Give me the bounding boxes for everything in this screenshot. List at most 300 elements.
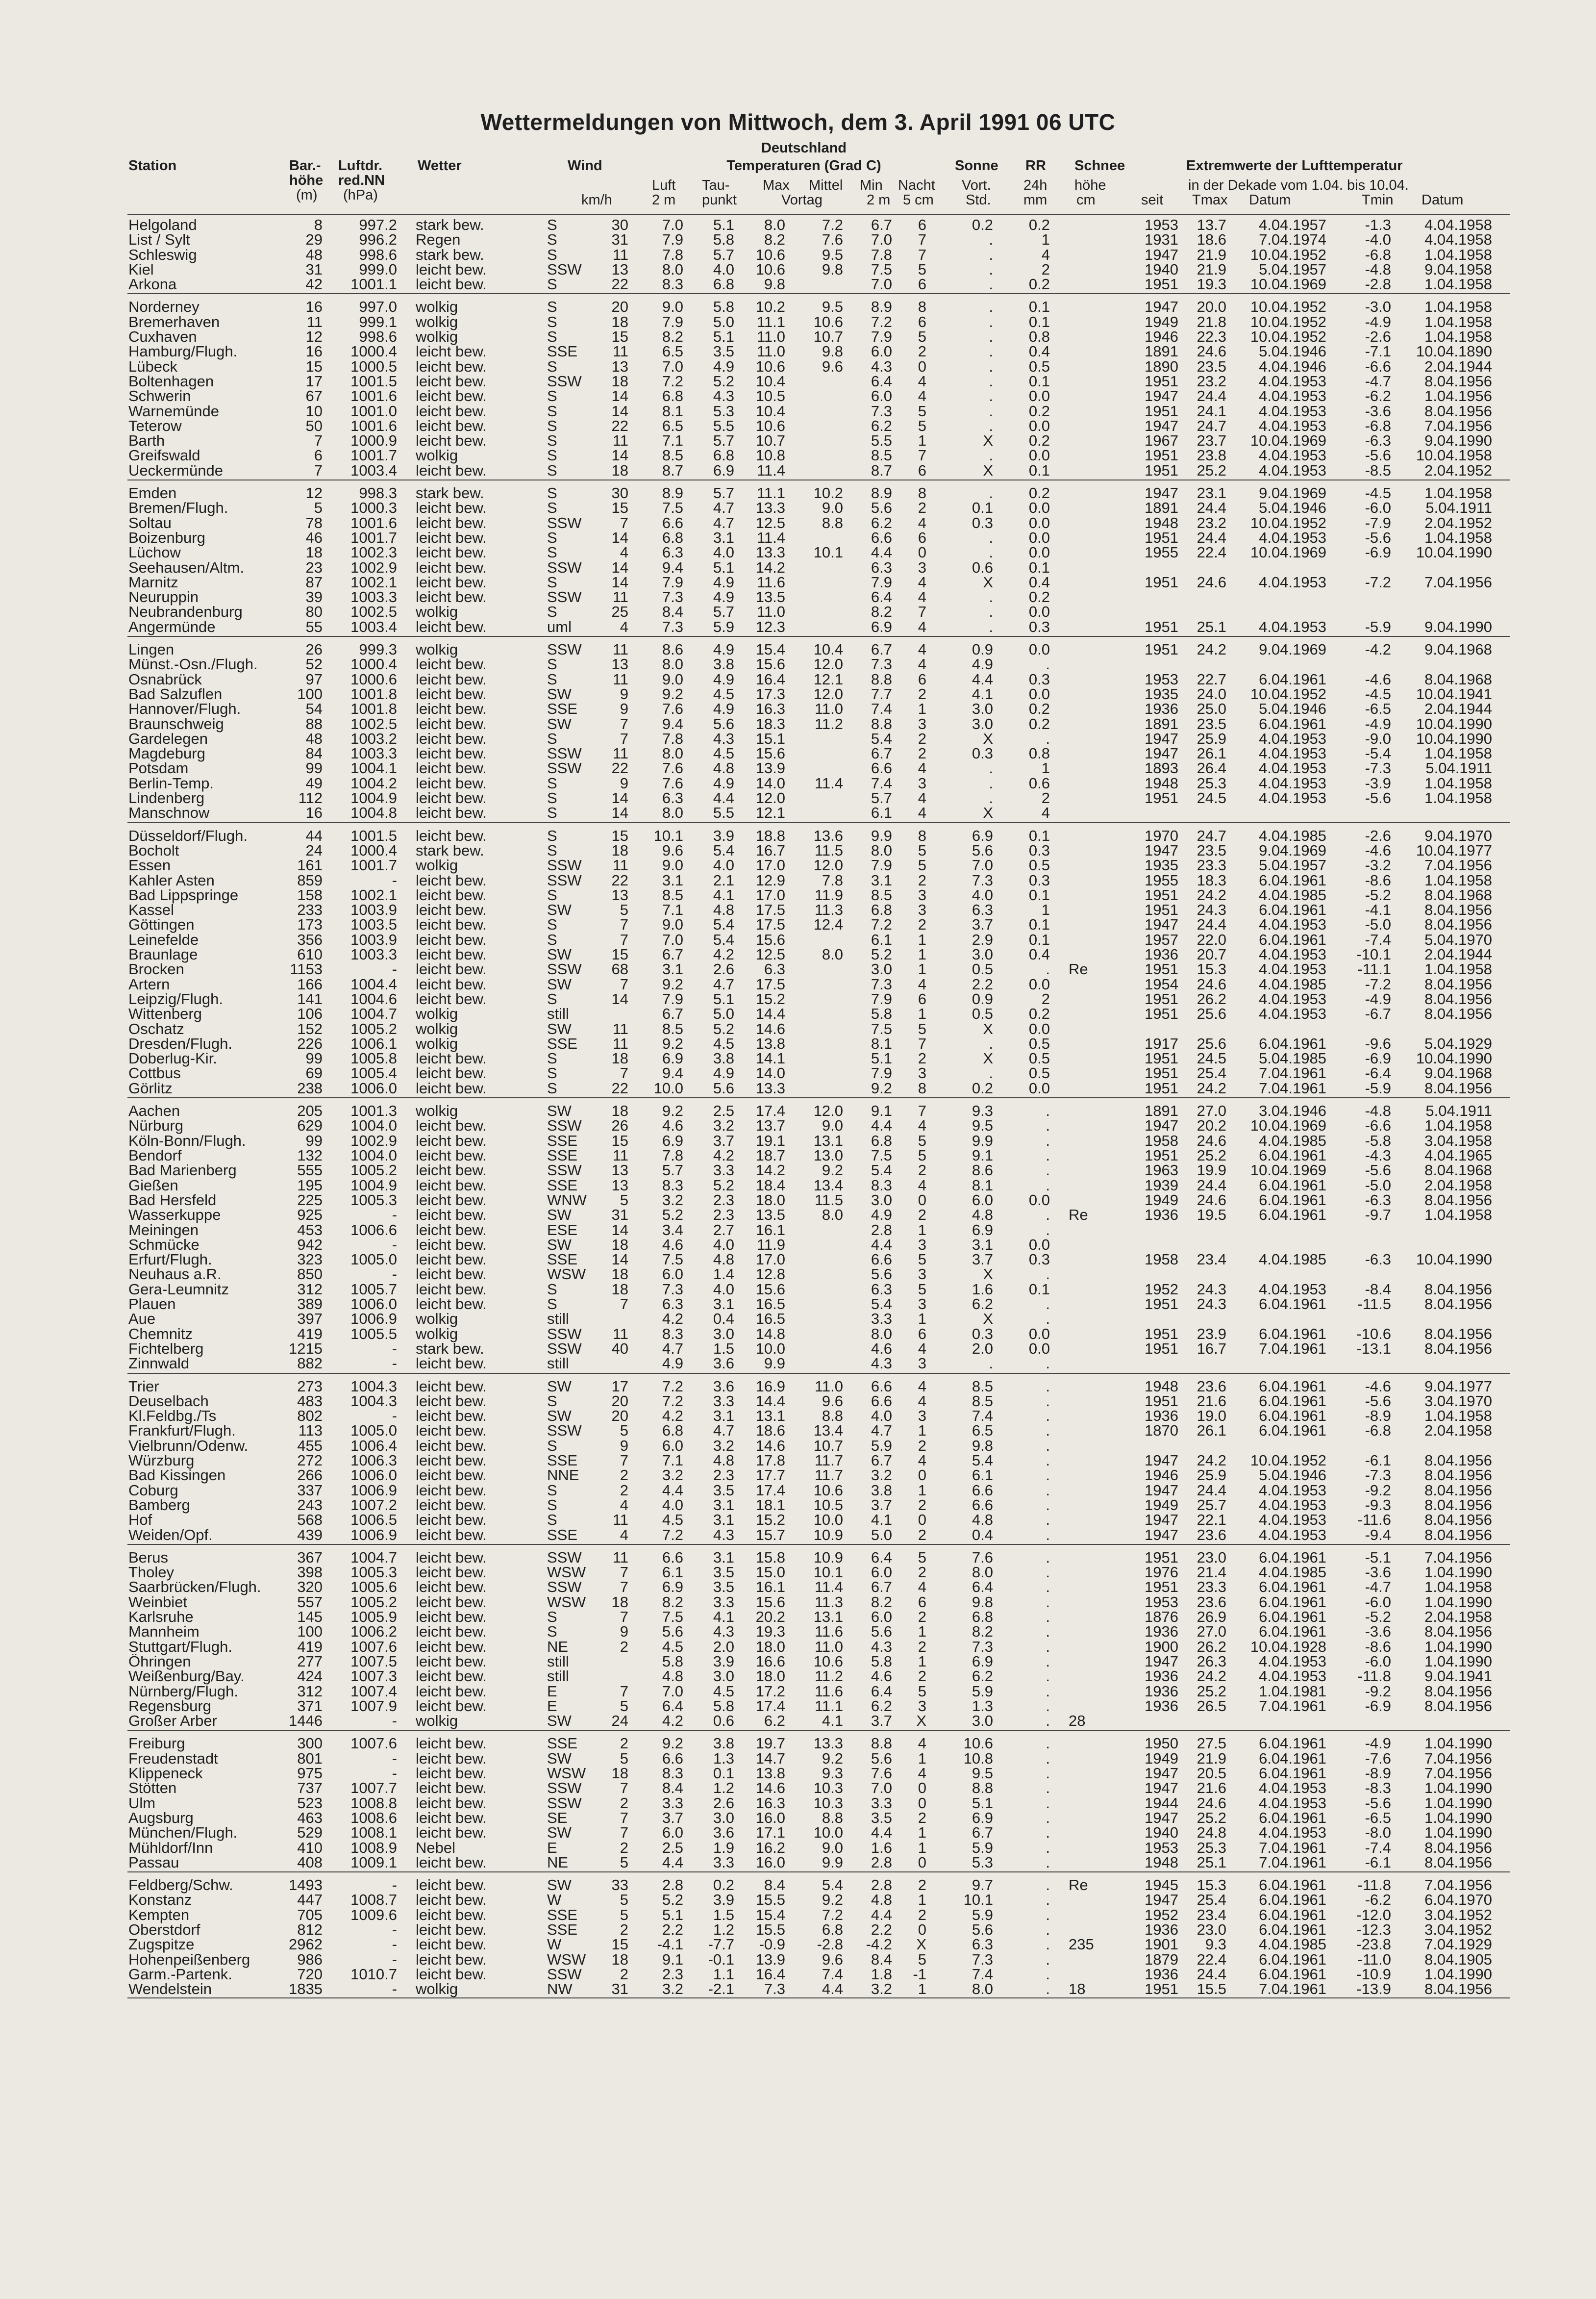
cell-luftdruck: - [392, 1355, 397, 1372]
cell-tmax: 15.3 [1197, 1876, 1226, 1894]
cell-wetter: leicht bew. [416, 1281, 487, 1298]
cell-tmin-datum: 8.04.1956 [1424, 1980, 1492, 1997]
cell-station: Düsseldorf/Flugh. [128, 827, 248, 844]
cell-tmin: -8.6 [1365, 1638, 1391, 1655]
cell-wind-speed: 7 [620, 1295, 628, 1313]
cell-nacht: 2 [918, 1876, 926, 1894]
cell-tmax-datum: 10.04.1969 [1250, 1117, 1326, 1134]
cell-station: Hof [128, 1511, 152, 1528]
cell-wind-speed: 11 [612, 588, 628, 606]
cell-tmax: 21.9 [1197, 261, 1226, 278]
cell-taupunkt: 6.8 [713, 276, 734, 293]
cell-seit: 1951 [1145, 403, 1178, 420]
cell-tmin: -4.5 [1365, 484, 1391, 502]
cell-taupunkt: 4.0 [713, 1281, 734, 1298]
cell-wind-dir: SSE [547, 343, 578, 360]
table-row [0, 1683, 1596, 1700]
cell-taupunkt: 5.7 [713, 432, 734, 449]
cell-taupunkt: 5.9 [713, 618, 734, 635]
header-schnee-1: Schnee [1074, 158, 1125, 174]
cell-luftdruck: 1006.9 [350, 1482, 397, 1499]
cell-tmin: -6.3 [1365, 432, 1391, 449]
cell-bar-hoehe: 225 [297, 1191, 323, 1209]
cell-sonne: X [983, 804, 993, 821]
cell-wetter: leicht bew. [416, 387, 487, 404]
cell-taupunkt: 4.0 [713, 857, 734, 874]
cell-max: 6.2 [764, 1712, 785, 1729]
cell-nacht: 1 [918, 1980, 926, 1997]
cell-tmin-datum: 8.04.1956 [1424, 1340, 1492, 1357]
cell-sonne: 6.3 [972, 901, 993, 918]
cell-min: 4.4 [871, 1117, 892, 1134]
cell-nacht: 1 [918, 700, 926, 717]
cell-wind-dir: S [547, 216, 557, 233]
cell-seit: 1890 [1145, 358, 1178, 375]
cell-sonne: 9.8 [972, 1593, 993, 1611]
cell-wind-dir: SSW [547, 373, 582, 390]
cell-wind-dir: SW [547, 1206, 572, 1223]
cell-rr: 0.0 [1028, 387, 1050, 404]
cell-tmax: 25.1 [1197, 618, 1226, 635]
cell-luftdruck: - [392, 872, 397, 889]
cell-min: 7.8 [871, 246, 892, 263]
cell-bar-hoehe: 419 [297, 1638, 323, 1655]
cell-max: 15.6 [755, 656, 785, 673]
cell-min: 4.4 [871, 544, 892, 561]
cell-rr: 0.2 [1028, 588, 1050, 606]
table-row [0, 1207, 1596, 1223]
cell-tmin-datum: 8.04.1956 [1424, 1452, 1492, 1469]
cell-tmax: 19.0 [1197, 1407, 1226, 1424]
cell-luftdruck: - [392, 1876, 397, 1894]
cell-rr: . [1046, 730, 1050, 747]
cell-luft: 9.6 [662, 842, 683, 859]
cell-seit: 1951 [1145, 373, 1178, 390]
cell-tmax-datum: 4.04.1953 [1259, 387, 1326, 404]
cell-min: 8.7 [871, 462, 892, 479]
cell-nacht: 3 [918, 775, 926, 792]
cell-tmax: 25.7 [1197, 1496, 1226, 1514]
cell-seit: 1947 [1145, 387, 1178, 404]
cell-taupunkt: 6.9 [713, 462, 734, 479]
cell-luft: 7.6 [662, 775, 683, 792]
cell-luft: 2.8 [662, 1876, 683, 1894]
cell-wetter: leicht bew. [416, 1132, 487, 1149]
cell-rr: 0.3 [1028, 842, 1050, 859]
cell-station: Norderney [128, 298, 200, 315]
cell-taupunkt: 4.5 [713, 1035, 734, 1052]
cell-max: 13.9 [755, 1951, 785, 1968]
cell-bar-hoehe: 398 [297, 1564, 323, 1581]
cell-taupunkt: 4.7 [713, 976, 734, 993]
cell-nacht: 1 [918, 1824, 926, 1841]
cell-wind-speed: 9 [620, 1437, 628, 1454]
cell-max: 17.5 [755, 901, 785, 918]
table-row [0, 403, 1596, 420]
cell-station: Tholey [128, 1564, 175, 1581]
cell-wetter: leicht bew. [416, 1765, 487, 1782]
cell-luft: 7.8 [662, 246, 683, 263]
cell-wind-dir: S [547, 1295, 557, 1313]
cell-tmin-datum: 8.04.1956 [1424, 1005, 1492, 1022]
table-row [0, 247, 1596, 263]
cell-wind-speed: 11 [612, 857, 628, 874]
cell-luftdruck: - [392, 1936, 397, 1953]
cell-luft: 3.2 [662, 1466, 683, 1484]
cell-station: Freiburg [128, 1735, 185, 1752]
cell-wetter: stark bew. [416, 246, 484, 263]
cell-wetter: leicht bew. [416, 462, 487, 479]
group-separator [127, 1373, 1510, 1374]
cell-tmax: 19.3 [1197, 276, 1226, 293]
cell-wind-dir: still [547, 1310, 569, 1327]
cell-wind-speed: 11 [612, 1549, 628, 1566]
cell-seit: 1947 [1145, 842, 1178, 859]
cell-wind-dir: S [547, 916, 557, 933]
cell-rr: . [1046, 1936, 1050, 1953]
cell-wetter: leicht bew. [416, 1921, 487, 1938]
cell-station: Cottbus [128, 1064, 181, 1082]
cell-seit: 1947 [1145, 246, 1178, 263]
cell-max: 16.1 [755, 1221, 785, 1238]
cell-seit: 1950 [1145, 1735, 1178, 1752]
cell-wetter: leicht bew. [416, 976, 487, 993]
table-row [0, 1795, 1596, 1812]
cell-wind-speed: 24 [611, 1712, 628, 1729]
cell-max: 14.4 [755, 1005, 785, 1022]
cell-tmax: 25.2 [1197, 1683, 1226, 1700]
cell-max: 16.3 [755, 1794, 785, 1812]
cell-tmax-datum: 9.04.1969 [1259, 484, 1326, 502]
cell-bar-hoehe: 18 [305, 544, 323, 561]
cell-wind-speed: 11 [612, 343, 628, 360]
cell-station: Göttingen [128, 916, 195, 933]
cell-bar-hoehe: 367 [297, 1549, 323, 1566]
cell-tmax-datum: 4.04.1953 [1259, 789, 1326, 807]
cell-taupunkt: 4.1 [713, 1608, 734, 1625]
cell-tmax: 22.7 [1197, 671, 1226, 688]
header-separator [127, 214, 1510, 215]
cell-max: 12.9 [755, 872, 785, 889]
cell-nacht: 2 [918, 730, 926, 747]
cell-max: 15.6 [755, 745, 785, 762]
cell-wind-speed: 11 [612, 1035, 628, 1052]
cell-max: 15.2 [755, 1511, 785, 1528]
cell-luftdruck: 1004.3 [350, 1392, 397, 1410]
cell-bar-hoehe: 16 [305, 804, 323, 821]
cell-luftdruck: 1001.7 [350, 529, 397, 546]
cell-max: 15.4 [755, 1906, 785, 1923]
cell-tmin-datum: 1.04.1958 [1424, 313, 1492, 330]
cell-taupunkt: 4.1 [713, 886, 734, 904]
table-row [0, 1892, 1596, 1908]
cell-tmax: 23.5 [1197, 842, 1226, 859]
cell-taupunkt: 1.5 [713, 1906, 734, 1923]
cell-tmin-datum: 5.04.1911 [1425, 499, 1492, 516]
table-row [0, 447, 1596, 464]
cell-wetter: leicht bew. [416, 1407, 487, 1424]
cell-bar-hoehe: 69 [305, 1064, 323, 1082]
cell-seit: 1949 [1145, 1191, 1178, 1209]
cell-taupunkt: 3.1 [713, 1511, 734, 1528]
cell-rr: 4 [1041, 246, 1050, 263]
cell-station: Coburg [128, 1482, 178, 1499]
cell-tmax-datum: 4.04.1985 [1259, 886, 1326, 904]
cell-tmin: -6.3 [1365, 1251, 1391, 1268]
cell-max: 12.5 [755, 514, 785, 531]
cell-station: Frankfurt/Flugh. [128, 1422, 236, 1439]
cell-sonne: . [989, 343, 993, 360]
cell-nacht: 5 [918, 842, 926, 859]
cell-wetter: leicht bew. [416, 1496, 487, 1514]
cell-bar-hoehe: 88 [305, 715, 323, 733]
cell-bar-hoehe: 46 [305, 529, 323, 546]
cell-min: 5.0 [871, 1526, 892, 1543]
cell-luft: 10.0 [653, 1080, 683, 1097]
cell-max: 17.1 [755, 1824, 785, 1841]
cell-nacht: 6 [918, 216, 926, 233]
cell-luft: 6.3 [662, 789, 683, 807]
cell-wind-speed: 14 [611, 789, 628, 807]
cell-luft: 7.0 [662, 358, 683, 375]
cell-rr: . [1046, 1310, 1050, 1327]
cell-tmax-datum: 6.04.1961 [1259, 1206, 1326, 1223]
cell-luftdruck: - [392, 1750, 397, 1767]
cell-min: 9.2 [871, 1080, 892, 1097]
cell-wind-dir: S [547, 990, 557, 1008]
cell-luft: 7.2 [662, 373, 683, 390]
cell-max: 13.8 [755, 1035, 785, 1052]
cell-station: Nürburg [128, 1117, 183, 1134]
cell-tmin: -11.0 [1357, 1951, 1391, 1968]
header-luft-2: 2 m [652, 192, 676, 208]
cell-nacht: 7 [918, 447, 926, 464]
cell-sonne: 6.0 [972, 1191, 993, 1209]
cell-tmin: -12.3 [1356, 1921, 1391, 1938]
cell-wind-dir: S [547, 403, 557, 420]
table-row [0, 1981, 1596, 1997]
cell-tmax: 23.5 [1197, 358, 1226, 375]
cell-luftdruck: 1003.4 [350, 618, 397, 635]
cell-sonne: . [989, 328, 993, 345]
cell-sonne: 6.4 [972, 1578, 993, 1595]
cell-nacht: 1 [918, 432, 926, 449]
cell-station: Schmücke [128, 1236, 200, 1253]
cell-rr: . [1046, 1712, 1050, 1729]
cell-tmin: -7.2 [1365, 574, 1391, 591]
group-separator [127, 293, 1510, 294]
cell-nacht: 6 [918, 1325, 926, 1342]
cell-wind-dir: SSE [547, 1251, 578, 1268]
cell-tmax: 23.0 [1197, 1921, 1226, 1938]
cell-tmin-datum: 1.04.1958 [1424, 1206, 1492, 1223]
cell-tmin-datum: 10.04.1958 [1416, 447, 1492, 464]
cell-wind-speed: 7 [620, 1564, 628, 1581]
cell-mittel: 11.6 [814, 1683, 843, 1700]
cell-sonne: 0.2 [972, 1080, 993, 1097]
cell-taupunkt: 3.2 [713, 1117, 734, 1134]
cell-wind-dir: still [547, 1667, 569, 1685]
cell-bar-hoehe: 31 [305, 261, 323, 278]
cell-taupunkt: 5.1 [713, 216, 734, 233]
cell-sonne: 5.6 [972, 1921, 993, 1938]
cell-tmax: 26.1 [1197, 1422, 1226, 1439]
cell-rr: . [1046, 1221, 1050, 1238]
cell-luftdruck: 1007.5 [350, 1653, 397, 1670]
cell-tmin: -6.0 [1365, 1653, 1391, 1670]
cell-sonne: 2.0 [972, 1340, 993, 1357]
cell-seit: 1936 [1145, 1623, 1178, 1640]
cell-min: 4.4 [871, 1906, 892, 1923]
cell-rr: . [1046, 1854, 1050, 1871]
cell-wind-dir: SW [547, 685, 572, 703]
cell-nacht: 2 [918, 1638, 926, 1655]
cell-wind-dir: S [547, 358, 557, 375]
cell-luft: 7.5 [662, 499, 683, 516]
cell-station: Manschnow [128, 804, 210, 821]
table-row [0, 261, 1596, 278]
cell-station: Wendelstein [128, 1980, 212, 1997]
cell-tmax: 23.4 [1197, 1251, 1226, 1268]
cell-min: 5.5 [871, 432, 892, 449]
cell-taupunkt: 3.8 [713, 656, 734, 673]
cell-bar-hoehe: 812 [297, 1921, 323, 1938]
cell-tmin-datum: 4.04.1958 [1424, 231, 1492, 248]
cell-tmax-datum: 4.04.1957 [1259, 216, 1326, 233]
cell-taupunkt: 5.2 [713, 1020, 734, 1037]
cell-tmin: -3.0 [1365, 298, 1391, 315]
cell-mittel: 10.9 [813, 1526, 843, 1543]
cell-max: 8.2 [764, 231, 785, 248]
cell-tmin-datum: 8.04.1968 [1424, 671, 1492, 688]
cell-min: 6.6 [871, 1392, 892, 1410]
cell-wind-speed: 7 [620, 1809, 628, 1826]
cell-tmax-datum: 10.04.1952 [1250, 1452, 1326, 1469]
cell-tmax: 23.5 [1197, 715, 1226, 733]
cell-wind-dir: SSW [547, 1422, 582, 1439]
table-row [0, 462, 1596, 479]
cell-mittel: 12.1 [813, 671, 843, 688]
cell-luftdruck: 1001.5 [350, 373, 397, 390]
cell-bar-hoehe: 323 [297, 1251, 323, 1268]
cell-luftdruck: 1006.9 [350, 1310, 397, 1327]
cell-station: Braunlage [128, 946, 198, 963]
cell-tmin-datum: 8.04.1956 [1424, 1623, 1492, 1640]
cell-tmax-datum: 6.04.1961 [1259, 1325, 1326, 1342]
cell-rr: 0.2 [1028, 403, 1050, 420]
cell-luftdruck: 1005.0 [350, 1422, 397, 1439]
cell-max: 10.6 [755, 358, 785, 375]
cell-wind-speed: 4 [620, 1496, 628, 1514]
cell-min: 4.4 [871, 1824, 892, 1841]
cell-min: 3.2 [871, 1466, 892, 1484]
cell-wetter: leicht bew. [416, 1891, 487, 1908]
cell-min: 7.3 [871, 403, 892, 420]
cell-tmin: -6.1 [1365, 1854, 1391, 1871]
cell-taupunkt: 4.9 [713, 588, 734, 606]
cell-taupunkt: 5.0 [713, 313, 734, 330]
cell-taupunkt: -2.1 [708, 1980, 734, 1997]
cell-wind-dir: still [547, 1005, 569, 1022]
cell-max: 12.0 [755, 789, 785, 807]
cell-seit: 1955 [1145, 872, 1178, 889]
cell-rr: 0.0 [1028, 641, 1050, 658]
cell-wind-dir: still [547, 1653, 569, 1670]
cell-rr: 0.3 [1028, 671, 1050, 688]
cell-bar-hoehe: 410 [297, 1839, 323, 1856]
cell-wetter: wolkig [416, 1310, 458, 1327]
cell-nacht: 1 [918, 1221, 926, 1238]
cell-tmin-datum: 1.04.1958 [1424, 789, 1492, 807]
cell-seit: 1936 [1145, 1206, 1178, 1223]
table-row [0, 500, 1596, 516]
cell-wetter: wolkig [416, 447, 458, 464]
cell-tmin: -5.6 [1365, 1162, 1391, 1179]
cell-sonne: 3.0 [972, 1712, 993, 1729]
table-row [0, 1080, 1596, 1097]
cell-tmin: -10.9 [1356, 1966, 1391, 1983]
cell-mittel: 10.3 [813, 1779, 843, 1796]
cell-taupunkt: 3.3 [713, 1854, 734, 1871]
cell-wind-speed: 7 [620, 1452, 628, 1469]
cell-luft: 7.0 [662, 931, 683, 948]
cell-mittel: 10.5 [813, 1496, 843, 1514]
cell-bar-hoehe: 2962 [289, 1936, 323, 1953]
cell-sonne: 9.8 [972, 1437, 993, 1454]
cell-wetter: leicht bew. [416, 1064, 487, 1082]
cell-luft: 7.2 [662, 1392, 683, 1410]
table-row [0, 745, 1596, 762]
cell-luftdruck: 1003.3 [350, 588, 397, 606]
cell-wind-speed: 15 [611, 827, 628, 844]
cell-rr: 0.1 [1028, 559, 1050, 576]
cell-bar-hoehe: 29 [305, 231, 323, 248]
cell-seit: 1870 [1145, 1422, 1178, 1439]
cell-tmax-datum: 10.04.1969 [1250, 544, 1326, 561]
cell-max: 11.0 [756, 328, 785, 345]
table-row [0, 842, 1596, 859]
cell-mittel: 11.1 [814, 1697, 843, 1715]
cell-luft: 7.5 [662, 1608, 683, 1625]
cell-tmin-datum: 3.04.1952 [1424, 1906, 1492, 1923]
cell-wind-dir: S [547, 298, 557, 315]
cell-luft: 7.9 [662, 231, 683, 248]
cell-sonne: 6.6 [972, 1482, 993, 1499]
cell-tmin: -6.8 [1365, 1422, 1391, 1439]
cell-tmin: -12.0 [1356, 1906, 1391, 1923]
table-row [0, 276, 1596, 293]
cell-bar-hoehe: 320 [297, 1578, 323, 1595]
cell-rr: . [1046, 1147, 1050, 1164]
cell-seit: 1900 [1145, 1638, 1178, 1655]
cell-taupunkt: 4.5 [713, 745, 734, 762]
cell-sonne: 4.9 [972, 656, 993, 673]
cell-luft: 4.5 [662, 1638, 683, 1655]
cell-tmax: 24.2 [1197, 1080, 1226, 1097]
cell-station: Hannover/Flugh. [128, 700, 241, 717]
cell-nacht: 5 [918, 1951, 926, 1968]
cell-tmin: -7.1 [1365, 343, 1391, 360]
cell-wind-speed: 18 [611, 313, 628, 330]
cell-taupunkt: 2.0 [713, 1638, 734, 1655]
cell-mittel: 9.0 [822, 499, 843, 516]
cell-max: 13.3 [755, 499, 785, 516]
cell-wind-speed: 22 [611, 276, 628, 293]
cell-nacht: 1 [918, 1750, 926, 1767]
cell-wetter: leicht bew. [416, 588, 487, 606]
cell-taupunkt: 3.1 [713, 1295, 734, 1313]
cell-wetter: leicht bew. [416, 276, 487, 293]
